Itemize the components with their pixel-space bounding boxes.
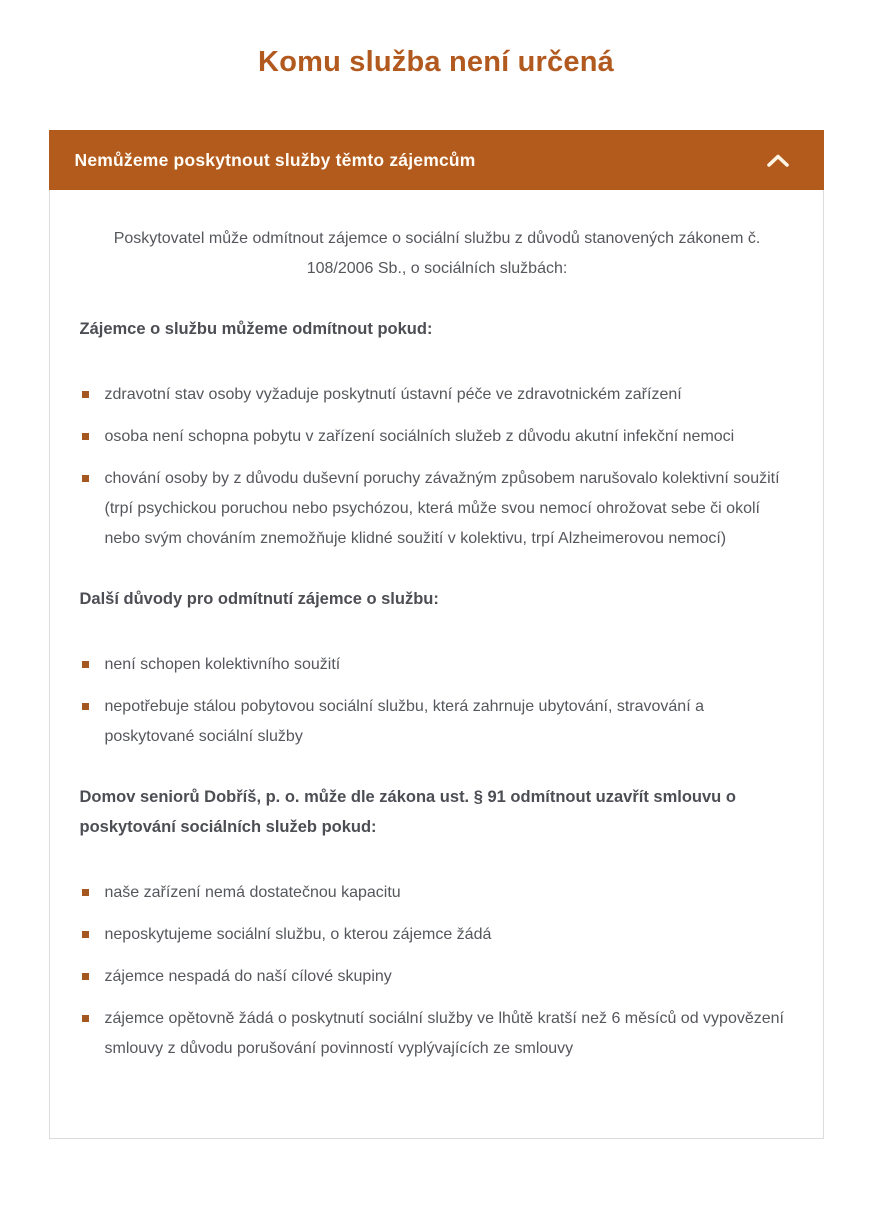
list-item-text: chování osoby by z důvodu duševní poruchy závažným způsobem narušovalo kolektivní soužití (trpí psychickou poruchou nebo psychózou, která může svou nemocí ohrožovat sebe či okolí nebo svým chováním znemožňuje klidné soužití v kolektivu, trpí Alzheimerovou nemocí)	[104, 470, 780, 547]
list-item-text: nepotřebuje stálou pobytovou sociální službu, která zahrnuje ubytování, stravování a poskytované sociální služby	[104, 698, 704, 745]
list-item-text: zdravotní stav osoby vyžaduje poskytnutí ústavní péče ve zdravotnickém zařízení	[104, 386, 682, 403]
intro-paragraph: Poskytovatel může odmítnout zájemce o sociální službu z důvodů stanovených zákonem č. 108/2006 Sb., o sociálních službách:	[113, 230, 761, 277]
list-item	[80, 464, 795, 554]
reason-list-3	[80, 878, 795, 1064]
bullet-square-icon	[82, 931, 89, 938]
page-title: Komu služba není určená	[258, 46, 614, 78]
section-heading-1: Zájemce o službu můžeme odmítnout pokud:	[79, 320, 433, 338]
list-item	[80, 422, 795, 452]
list-item-text: osoba není schopna pobytu v zařízení sociálních služeb z důvodu akutní infekční nemoci	[104, 428, 735, 445]
list-item-text: naše zařízení nemá dostatečnou kapacitu	[104, 884, 401, 901]
list-item	[80, 1004, 795, 1064]
accordion-header-button[interactable]	[49, 130, 824, 190]
bullet-square-icon	[82, 475, 89, 482]
bullet-square-icon	[82, 889, 89, 896]
list-item	[80, 962, 795, 992]
list-item	[80, 380, 795, 410]
list-item-text: neposkytujeme sociální službu, o kterou zájemce žádá	[104, 926, 492, 943]
accordion	[49, 130, 824, 1139]
list-item	[80, 878, 795, 908]
bullet-square-icon	[82, 433, 89, 440]
bullet-square-icon	[82, 703, 89, 710]
section-heading-3: Domov seniorů Dobříš, p. o. může dle zákona ust. § 91 odmítnout uzavřít smlouvu o poskytování sociálních služeb pokud:	[79, 788, 736, 836]
accordion-header-label: Nemůžeme poskytnout služby těmto zájemcům	[74, 149, 476, 170]
bullet-square-icon	[82, 973, 89, 980]
list-item	[80, 692, 795, 752]
section-heading-2: Další důvody pro odmítnutí zájemce o službu:	[79, 590, 439, 608]
reason-list-2	[80, 650, 795, 752]
list-item-text: zájemce opětovně žádá o poskytnutí sociální služby ve lhůtě kratší než 6 měsíců od vypovězení smlouvy z důvodu porušování povinností vyplývajících ze smlouvy	[104, 1010, 784, 1057]
bullet-square-icon	[82, 391, 89, 398]
list-item-text: není schopen kolektivního soužití	[104, 656, 341, 673]
list-item-text: zájemce nespadá do naší cílové skupiny	[104, 968, 392, 985]
bullet-square-icon	[82, 661, 89, 668]
accordion-panel	[49, 190, 824, 1139]
list-item	[80, 650, 795, 680]
reason-list-1	[80, 380, 795, 554]
list-item	[80, 920, 795, 950]
chevron-up-icon	[766, 153, 790, 168]
bullet-square-icon	[82, 1015, 89, 1022]
